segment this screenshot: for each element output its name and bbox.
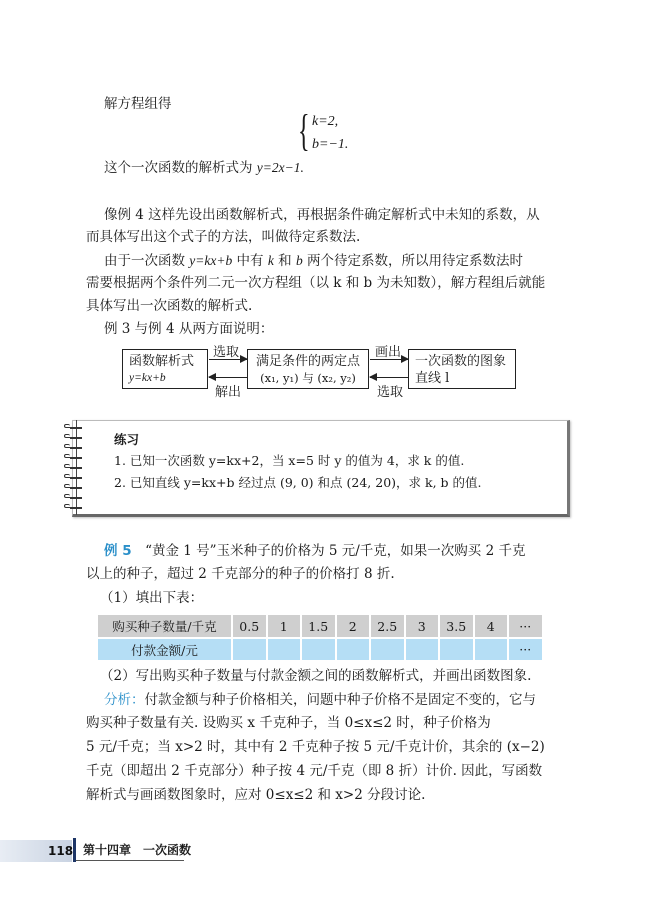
footer-underline xyxy=(76,860,184,861)
method-p2-line2: 需要根据两个条件列二元一次方程组（以 k 和 b 为未知数），解方程组后就能 xyxy=(86,275,546,291)
example5-label: 例 5 xyxy=(104,543,132,559)
analysis-line3: 5 元/千克；当 x>2 时，其中有 2 千克种子按 5 元/千克计价，其余的 (x−2) xyxy=(86,739,545,755)
system-row-k: k=2, xyxy=(312,114,339,129)
table-cell-input xyxy=(370,638,405,661)
equation-system xyxy=(298,106,398,156)
table-cell: 2.5 xyxy=(370,615,405,638)
analysis-line2: 购买种子数量有关. 设购买 x 千克种子，当 0≤x≤2 时，种子价格为 xyxy=(86,715,491,731)
practice-q1: 1. 已知一次函数 y=kx+2，当 x=5 时 y 的值为 4，求 k 的值. xyxy=(114,453,465,468)
chapter-title: 第十四章 一次函数 xyxy=(83,843,192,857)
arrow-solve xyxy=(209,377,247,378)
analysis-label: 分析： xyxy=(104,692,145,708)
example5-part2: （2）写出购买种子数量与付款金额之间的函数解析式，并画出函数图象. xyxy=(100,668,532,684)
example5-part1: （1）填出下表： xyxy=(100,590,204,606)
label-select-1: 选取 xyxy=(213,345,240,360)
table-cell: 1.5 xyxy=(301,615,336,638)
table-cell: ··· xyxy=(508,638,543,661)
table-cell: 1 xyxy=(267,615,302,638)
table-cell-input xyxy=(232,638,267,661)
table-cell: 3.5 xyxy=(439,615,474,638)
table-cell: 3 xyxy=(405,615,440,638)
price-table xyxy=(98,615,544,662)
table-cell-input xyxy=(405,638,440,661)
diagram-box-formula: 函数解析式 y=kx+b xyxy=(122,349,208,389)
arrow-select-2 xyxy=(370,377,408,378)
page-number: 118 xyxy=(48,844,74,858)
example5-line2: 以上的种子，超过 2 千克部分的种子的价格打 8 折. xyxy=(86,566,395,582)
method-p1-line2: 而具体写出这个式子的方法，叫做待定系数法. xyxy=(86,229,361,245)
label-select-2: 选取 xyxy=(377,385,404,400)
table-cell-input xyxy=(474,638,509,661)
method-p3: 例 3 与例 4 从两方面说明： xyxy=(104,321,274,337)
table-cell: 2 xyxy=(336,615,371,638)
system-row-b: b=−1. xyxy=(312,137,349,152)
practice-q2: 2. 已知直线 y=kx+b 经过点 (9, 0) 和点 (24, 20)，求 k, b 的值. xyxy=(114,475,482,490)
table-cell-input xyxy=(301,638,336,661)
table-cell-input xyxy=(336,638,371,661)
table-cell: 0.5 xyxy=(232,615,267,638)
conclusion-formula: y=2x−1. xyxy=(256,160,304,175)
example5-line1: 例 5 “黄金 1 号”玉米种子的价格为 5 元/千克，如果一次购买 2 千克 xyxy=(104,543,526,559)
method-p2-line1: 由于一次函数 y=kx+b 中有 k 和 b 两个待定系数，所以用待定系数法时 xyxy=(104,253,523,269)
analysis-line1: 分析：付款金额与种子价格相关，问题中种子价格不是固定不变的，它与 xyxy=(104,692,536,708)
analysis-line5: 解析式与画函数图象时，应对 0≤x≤2 和 x>2 分段讨论. xyxy=(86,787,426,803)
diagram-box-graph: 一次函数的图象 直线 l xyxy=(408,349,516,389)
spiral-binding-icon xyxy=(64,422,86,514)
label-solve: 解出 xyxy=(215,385,242,400)
solve-intro: 解方程组得 xyxy=(104,96,172,112)
table-cell: ··· xyxy=(508,615,543,638)
diagram-box-points: 满足条件的两定点 (x₁, y₁) 与 (x₂, y₂) xyxy=(247,349,369,389)
conclusion: 这个一次函数的解析式为 y=2x−1. xyxy=(104,160,304,176)
method-p2-line3: 具体写出一次函数的解析式. xyxy=(86,298,253,314)
table-cell: 4 xyxy=(474,615,509,638)
table-row-quantity xyxy=(98,615,543,638)
left-brace: { xyxy=(298,106,310,155)
label-draw: 画出 xyxy=(375,345,402,360)
practice-title: 练习 xyxy=(114,432,140,447)
table-cell-input xyxy=(439,638,474,661)
footer-divider xyxy=(73,838,76,862)
analysis-line4: 千克（即超出 2 千克部分）种子按 4 元/千克（即 8 折）计价. 因此，写函数 xyxy=(86,763,543,779)
method-p1-line1: 像例 4 这样先设出函数解析式，再根据条件确定解析式中未知的系数，从 xyxy=(104,207,540,223)
table-cell-input xyxy=(267,638,302,661)
table-row-payment xyxy=(98,638,543,661)
table-header-quantity: 购买种子数量/千克 xyxy=(98,615,232,638)
table-header-payment: 付款金额/元 xyxy=(98,638,232,661)
